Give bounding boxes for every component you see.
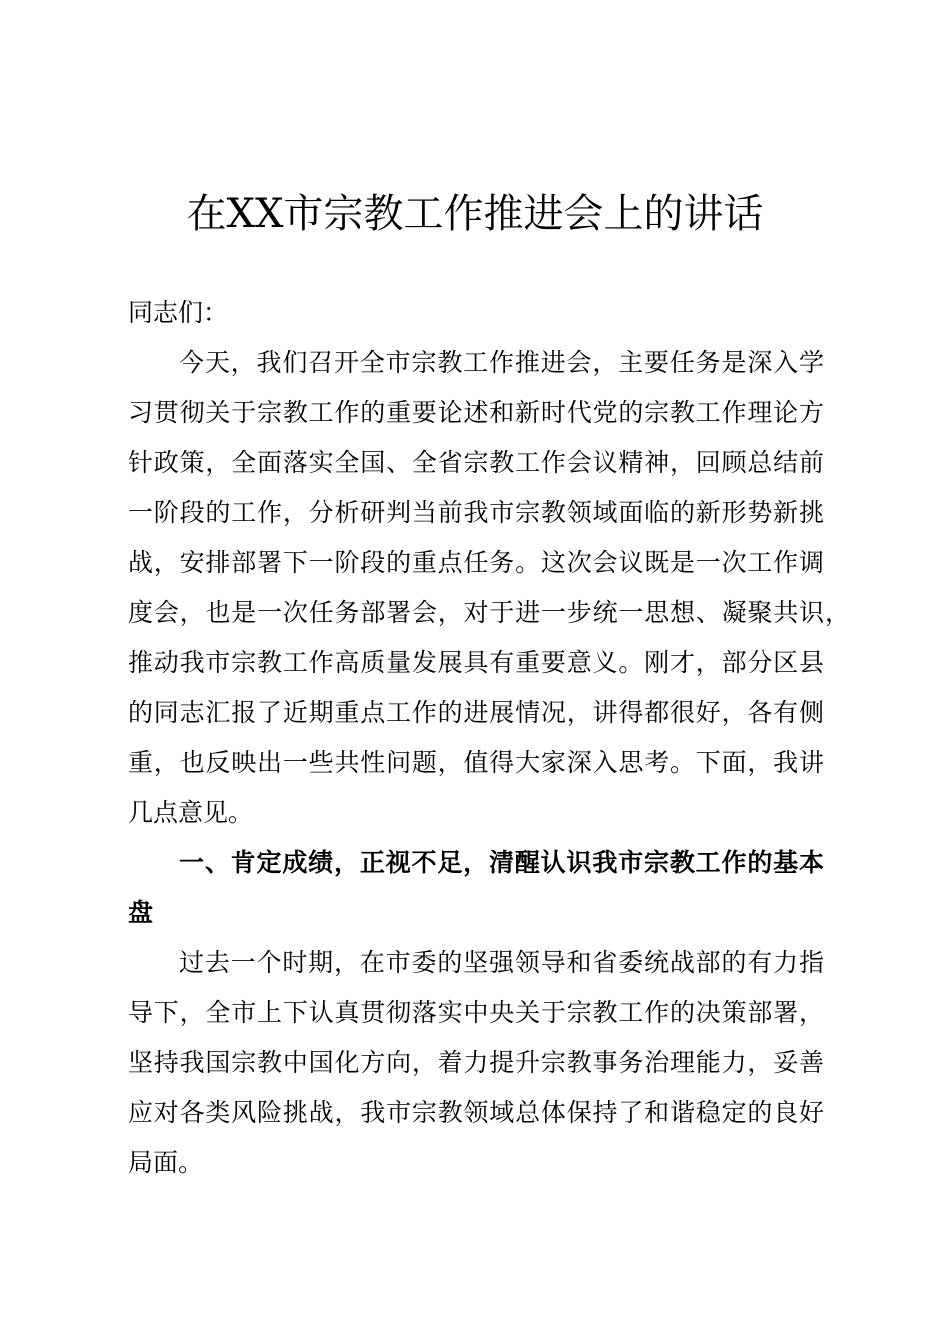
paragraph-line: 度会，也是一次任务部署会，对于进一步统一思想、凝聚共识，	[128, 598, 850, 627]
salutation: 同志们：	[128, 298, 229, 327]
paragraph-line: 坚持我国宗教中国化方向，着力提升宗教事务治理能力，妥善	[128, 1048, 824, 1077]
paragraph-line: 今天，我们召开全市宗教工作推进会，主要任务是深入学	[179, 348, 824, 377]
paragraph-line: 重，也反映出一些共性问题，值得大家深入思考。下面，我讲	[128, 748, 824, 777]
paragraph-line: 导下，全市上下认真贯彻落实中央关于宗教工作的决策部署，	[128, 998, 824, 1027]
paragraph-line: 几点意见。	[128, 798, 254, 827]
heading-line: 盘	[128, 898, 154, 927]
paragraph-line: 战，安排部署下一阶段的重点任务。这次会议既是一次工作调	[128, 548, 824, 577]
paragraph-line: 过去一个时期，在市委的坚强领导和省委统战部的有力指	[179, 948, 824, 977]
paragraph-line: 针政策，全面落实全国、全省宗教工作会议精神，回顾总结前	[128, 448, 824, 477]
paragraph-line: 的同志汇报了近期重点工作的进展情况，讲得都很好，各有侧	[128, 698, 824, 727]
document-title: 在XX市宗教工作推进会上的讲话	[186, 191, 764, 237]
paragraph-line: 推动我市宗教工作高质量发展具有重要意义。刚才，部分区县	[128, 648, 824, 677]
paragraph-line: 局面。	[128, 1148, 204, 1177]
heading-line: 一、肯定成绩，正视不足，清醒认识我市宗教工作的基本	[179, 848, 824, 877]
paragraph-line: 一阶段的工作，分析研判当前我市宗教领域面临的新形势新挑	[128, 498, 824, 527]
paragraph-line: 应对各类风险挑战，我市宗教领域总体保持了和谐稳定的良好	[128, 1098, 824, 1127]
paragraph-line: 习贯彻关于宗教工作的重要论述和新时代党的宗教工作理论方	[128, 398, 824, 427]
